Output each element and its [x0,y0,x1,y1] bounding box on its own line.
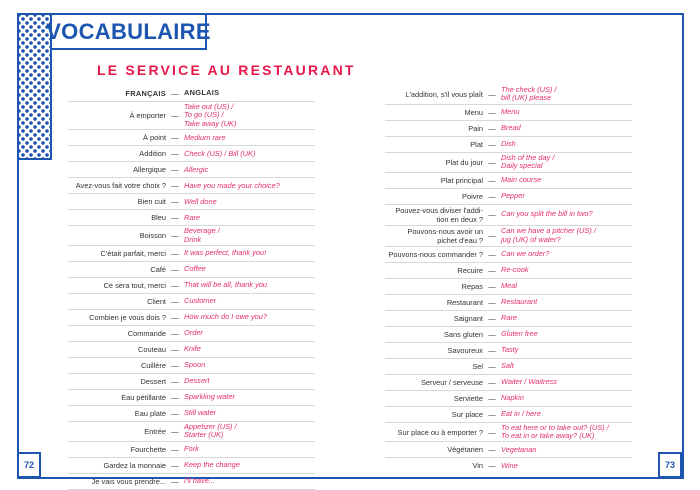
french-term: Savoureux [447,345,483,355]
table-row [68,374,315,390]
english-translation: Can we order? [501,248,550,258]
english-translation: It was perfect, thank you! [184,248,267,258]
table-row [385,263,632,279]
french-term: Bien cuit [137,197,166,207]
english-translation: Meal [501,280,518,290]
french-term: Serveur / serveuse [420,377,483,387]
table-body-right [385,85,632,473]
separator-dash: — [171,329,179,339]
page-number-left: 72 [17,452,41,478]
table-row [68,474,315,490]
table-row [68,342,315,358]
separator-dash: — [171,361,179,371]
english-translation: Keep the change [184,460,240,470]
table-row [385,85,632,105]
english-translation: Allergic [184,164,209,174]
french-term: Repas [461,281,483,291]
french-term: À emporter [129,111,166,121]
table-row [385,375,632,391]
french-term: À point [142,133,166,143]
table-row [68,194,315,210]
french-term: Je vais vous prendre... [91,476,166,486]
table-row [68,294,315,310]
french-term: Cuillère [140,361,166,371]
french-term: Recuire [457,265,483,275]
french-term: Eau pétillante [121,393,166,403]
english-translation: To eat here or to take out? (US) / To eat in or take away? (UK) [501,422,609,441]
table-row [68,226,315,246]
separator-dash: — [171,460,179,470]
english-translation: Coffee [184,264,206,274]
separator-dash: — [488,231,496,241]
english-translation: Tasty [501,344,519,354]
french-term: Combien je vous dois ? [89,313,166,323]
french-term: Plat principal [440,175,483,185]
french-term: C'était parfait, merci [100,249,166,259]
table-row [68,102,315,130]
separator-dash: — [488,409,496,419]
english-translation: Well done [184,196,217,206]
french-term: Café [150,265,166,275]
table-row [68,210,315,226]
separator-dash: — [488,191,496,201]
table-row [385,359,632,375]
separator-dash: — [488,89,496,99]
french-term: Eau plate [134,409,166,419]
separator-dash: — [171,393,179,403]
english-translation: Restaurant [501,296,538,306]
separator-dash: — [171,165,179,175]
table-row [385,137,632,153]
page-number-right: 73 [658,452,682,478]
table-row [385,442,632,458]
title-box [46,13,211,50]
table-row [385,311,632,327]
english-translation: Fork [184,444,199,454]
separator-dash: — [488,123,496,133]
english-translation: Rare [184,212,201,222]
separator-dash: — [171,181,179,191]
table-row [68,326,315,342]
table-row [385,121,632,137]
table-row [68,262,315,278]
separator-dash: — [488,329,496,339]
english-translation: Dish of the day / Daily special [501,152,555,171]
french-term: Entrée [144,426,166,436]
french-term: Commande [127,329,166,339]
english-translation: How much do I owe you? [184,312,267,322]
french-term: Sur place ou à emporter ? [397,427,483,437]
separator-dash: — [171,197,179,207]
english-translation: Gluten free [501,328,538,338]
french-term: Sans gluten [443,329,483,339]
section-subtitle: LE SERVICE AU RESTAURANT [97,62,356,78]
table-row [385,343,632,359]
separator-dash: — [171,111,179,121]
page-title: VOCABULAIRE [46,18,211,44]
french-term: Poivre [462,191,483,201]
separator-dash: — [171,377,179,387]
english-translation: Order [184,328,203,338]
table-row [68,246,315,262]
french-term: Fourchette [130,444,166,454]
french-term: Plat [470,139,483,149]
table-row [68,310,315,326]
english-translation: Wine [501,460,518,470]
separator-dash: — [171,426,179,436]
french-term: Saignant [453,313,483,323]
french-term: Vin [472,461,483,471]
table-row [68,178,315,194]
english-translation: Napkin [501,392,525,402]
french-term: Pain [468,123,483,133]
english-translation: Rare [501,312,518,322]
english-translation: Can you split the bill in two? [501,209,593,219]
table-row [68,442,315,458]
separator-dash: — [171,231,179,241]
table-row [68,146,315,162]
separator-dash: — [488,139,496,149]
table-row [68,422,315,442]
table-row [385,226,632,247]
english-translation: Salt [501,360,514,370]
table-row [385,327,632,343]
separator-dash: — [171,89,179,98]
table-row [385,189,632,205]
english-translation: Check (US) / Bill (UK) [184,148,256,158]
table-row [385,458,632,473]
french-term: Sel [472,361,483,371]
separator-dash: — [171,213,179,223]
table-row [385,205,632,226]
english-translation: Beverage / Drink [184,226,220,244]
english-translation: Spoon [184,360,206,370]
separator-dash: — [488,297,496,307]
french-term: Gardez la monnaie [103,460,166,470]
french-term: Sur place [451,409,483,419]
english-translation: Appetizer (US) / Starter (UK) [184,422,237,440]
english-translation: Dish [501,139,516,149]
french-term: Menu [464,107,483,117]
separator-dash: — [171,345,179,355]
table-row [385,407,632,423]
table-row [385,279,632,295]
separator-dash: — [488,210,496,220]
separator-dash: — [488,377,496,387]
french-term: L'addition, s'il vous plaît [405,89,483,99]
english-translation: Menu [501,107,520,117]
english-translation: That will be all, thank you [184,280,267,290]
column-header-english: ANGLAIS [184,88,220,98]
vocab-table-right [385,85,632,473]
separator-dash: — [171,313,179,323]
separator-dash: — [171,249,179,259]
table-row [385,247,632,263]
english-translation: Bread [501,123,521,133]
french-term: Allergique [133,165,166,175]
table-row [385,173,632,189]
table-row [68,406,315,422]
column-header-french: FRANÇAIS [125,89,166,98]
table-row [385,105,632,121]
separator-dash: — [488,157,496,167]
english-translation: Knife [184,344,201,354]
english-translation: I'll have... [184,476,215,486]
english-translation: The check (US) / bill (UK) please [501,85,557,103]
table-row [385,391,632,407]
separator-dash: — [488,461,496,471]
french-term: Pouvons-nous avoir un pichet d'eau ? [407,226,483,245]
french-term: Plat du jour [445,157,483,167]
french-term: Dessert [140,377,166,387]
separator-dash: — [171,281,179,291]
french-term: Végétarien [447,445,483,455]
english-translation: Eat in / here [501,408,541,418]
french-term: Ce sera tout, merci [103,281,166,291]
french-term: Restaurant [446,297,483,307]
separator-dash: — [171,476,179,486]
separator-dash: — [488,249,496,259]
english-translation: Can we have a pitcher (US) / jug (UK) of water? [501,226,596,244]
french-term: Serviette [453,393,483,403]
separator-dash: — [171,444,179,454]
table-row [68,162,315,178]
french-term: Client [147,297,166,307]
english-translation: Have you made your choice? [184,180,280,190]
english-translation: Pepper [501,190,525,200]
separator-dash: — [488,427,496,437]
vocab-table-left [68,86,315,490]
english-translation: Vegetarian [501,444,537,454]
french-term: Pouvez-vous diviser l'addi- tion en deux ? [395,205,483,224]
table-row [385,423,632,443]
french-term: Pouvons-nous commander ? [388,249,483,259]
separator-dash: — [488,107,496,117]
english-translation: Take out (US) / To go (US) / Take away (UK) [184,102,237,128]
separator-dash: — [171,133,179,143]
english-translation: Waiter / Waitress [501,376,557,386]
separator-dash: — [171,409,179,419]
separator-dash: — [488,345,496,355]
english-translation: Customer [184,296,217,306]
french-term: Avez-vous fait votre choix ? [75,181,166,191]
french-term: Couteau [138,345,166,355]
separator-dash: — [488,445,496,455]
separator-dash: — [488,361,496,371]
table-body-left [68,102,315,490]
english-translation: Medium rare [184,132,226,142]
table-row [385,295,632,311]
english-translation: Still water [184,408,217,418]
french-term: Addition [139,149,166,159]
english-translation: Dessert [184,376,210,386]
separator-dash: — [488,265,496,275]
table-row [385,153,632,173]
separator-dash: — [488,281,496,291]
english-translation: Re-cook [501,264,529,274]
table-row [68,278,315,294]
table-row [68,130,315,146]
table-header [68,86,315,102]
french-term: Bleu [151,213,166,223]
english-translation: Sparkling water [184,392,235,402]
separator-dash: — [171,265,179,275]
separator-dash: — [171,297,179,307]
separator-dash: — [488,393,496,403]
separator-dash: — [488,175,496,185]
table-row [68,390,315,406]
separator-dash: — [171,149,179,159]
french-term: Boisson [139,231,166,241]
table-row [68,458,315,474]
table-row [68,358,315,374]
english-translation: Main course [501,174,542,184]
separator-dash: — [488,313,496,323]
